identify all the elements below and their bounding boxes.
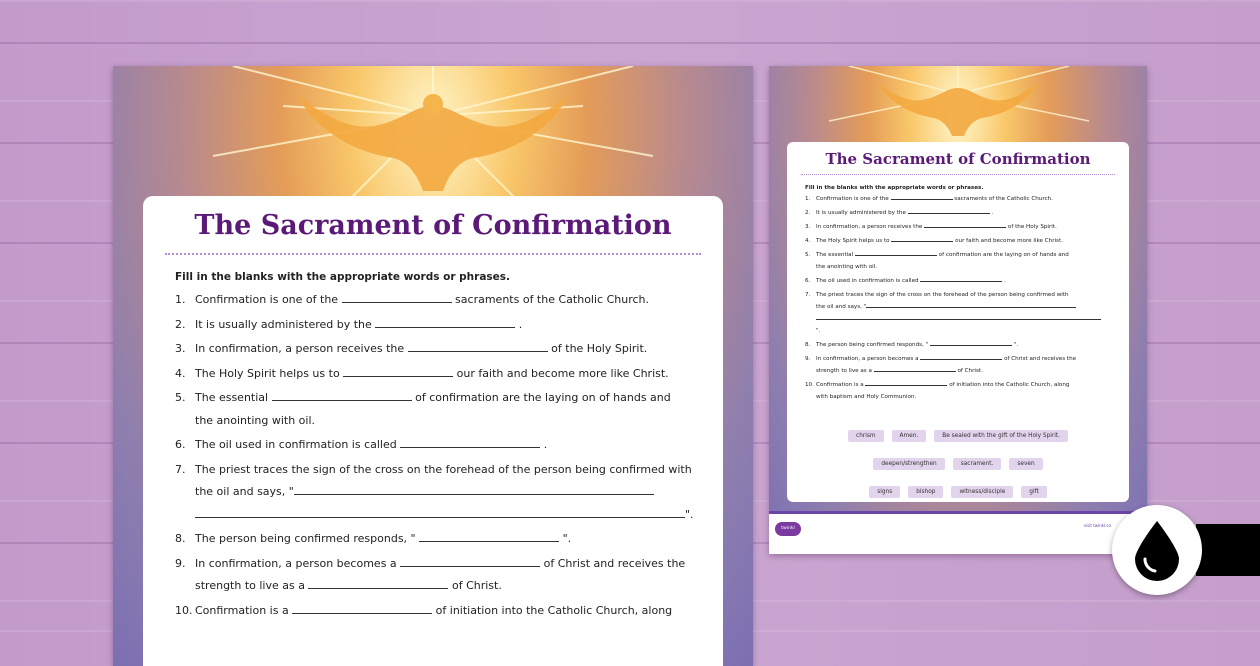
worksheet-title: The Sacrament of Confirmation	[194, 210, 672, 241]
worksheet-preview-small	[769, 66, 1147, 554]
word-chip: witness/disciple	[951, 486, 1013, 498]
answer-blank	[816, 314, 1101, 320]
answer-blank	[419, 531, 559, 542]
question-5: 5. The essential of confirmation are the laying on of hands and the anointing with oil.	[805, 249, 1105, 273]
worksheet-title: The Sacrament of Confirmation	[825, 150, 1091, 168]
question-10: 10. Confirmation is a of initiation into the Catholic Church, along with baptism and Holy Communion.	[805, 379, 1105, 403]
ink-drop-icon	[1131, 519, 1183, 581]
question-list	[805, 193, 1105, 403]
question-8: 8. The person being confirmed responds, " ".	[805, 339, 1105, 351]
word-chip: Amen.	[892, 430, 927, 442]
answer-blank	[343, 366, 453, 377]
answer-blank	[865, 380, 947, 386]
answer-blank	[294, 484, 654, 495]
word-chip: deepen/strengthen	[873, 458, 944, 470]
answer-blank	[408, 341, 548, 352]
ink-toggle-button[interactable]	[1112, 505, 1202, 595]
question-8: 8. The person being confirmed responds, " ".	[175, 532, 572, 545]
instructions: Fill in the blanks with the appropriate words or phrases.	[805, 185, 984, 191]
word-chip: chrism	[848, 430, 884, 442]
question-3: 3. In confirmation, a person receives the of the Holy Spirit.	[805, 221, 1105, 233]
question-9: 9. In confirmation, a person becomes a of Christ and receives the strength to live as a of Christ.	[805, 353, 1105, 377]
word-chip: signs	[869, 486, 900, 498]
question-2: 2. It is usually administered by the .	[175, 317, 523, 331]
answer-blank	[891, 194, 953, 200]
question-3: 3. In confirmation, a person receives the of the Holy Spirit.	[175, 342, 648, 355]
answer-blank	[930, 340, 1012, 346]
twinkl-logo: twinkl	[775, 522, 801, 536]
answer-blank	[874, 366, 956, 372]
question-6: 6. The oil used in confirmation is called .	[805, 275, 1105, 287]
answer-blank	[866, 302, 1076, 308]
question-1: 1. Confirmation is one of the sacraments of the Catholic Church.	[805, 193, 1105, 205]
title-divider	[801, 174, 1115, 175]
question-10: 10. Confirmation is a of initiation into the Catholic Church, along	[175, 603, 673, 617]
question-4: 4. The Holy Spirit helps us to our faith and become more like Christ.	[805, 235, 1105, 247]
site-url: visit twinkl.co	[1083, 523, 1111, 528]
question-9: 9. In confirmation, a person becomes a of Christ and receives the strength to live as a of Christ.	[175, 556, 686, 592]
worksheet-preview-large	[113, 66, 753, 666]
worksheet-card	[787, 142, 1129, 502]
question-4: 4. The Holy Spirit helps us to our faith and become more like Christ.	[175, 366, 669, 380]
ink-panel	[1196, 524, 1260, 576]
word-chip: bishop	[908, 486, 943, 498]
answer-blank	[375, 317, 515, 328]
word-chip: seven	[1009, 458, 1042, 470]
question-5: 5. The essential of confirmation are the laying on of hands and the anointing with oil.	[175, 391, 671, 427]
question-6: 6. The oil used in confirmation is called .	[175, 438, 548, 451]
word-bank-row	[787, 450, 1129, 470]
question-7: 7. The priest traces the sign of the cross on the forehead of the person being confirmed with the oil and says, " ".	[805, 289, 1105, 337]
word-chip: sacrament.	[953, 458, 1002, 470]
answer-blank	[920, 276, 1002, 282]
answer-blank	[195, 507, 685, 518]
word-chip: gift	[1021, 486, 1047, 498]
instructions: Fill in the blanks with the appropriate words or phrases.	[175, 271, 511, 283]
answer-blank	[920, 354, 1002, 360]
word-bank-row	[787, 478, 1129, 498]
word-bank-row	[787, 422, 1129, 442]
answer-blank	[400, 437, 540, 448]
answer-blank	[908, 208, 990, 214]
answer-blank	[400, 556, 540, 567]
question-list	[175, 289, 695, 622]
word-chip: Be sealed with the gift of the Holy Spirit.	[934, 430, 1068, 442]
question-2: 2. It is usually administered by the .	[805, 207, 1105, 219]
title-divider	[165, 253, 701, 255]
question-7: 7. The priest traces the sign of the cross on the forehead of the person being confirmed with the oil and says, " ".	[175, 462, 694, 521]
answer-blank	[924, 222, 1006, 228]
answer-blank	[891, 236, 953, 242]
answer-blank	[308, 578, 448, 589]
worksheet-card	[143, 196, 723, 666]
answer-blank	[342, 292, 452, 303]
answer-blank	[855, 250, 937, 256]
word-bank	[787, 422, 1129, 506]
answer-blank	[272, 390, 412, 401]
question-1: 1. Confirmation is one of the sacraments of the Catholic Church.	[175, 293, 649, 306]
worksheet-footer	[769, 511, 1147, 554]
answer-blank	[292, 603, 432, 614]
